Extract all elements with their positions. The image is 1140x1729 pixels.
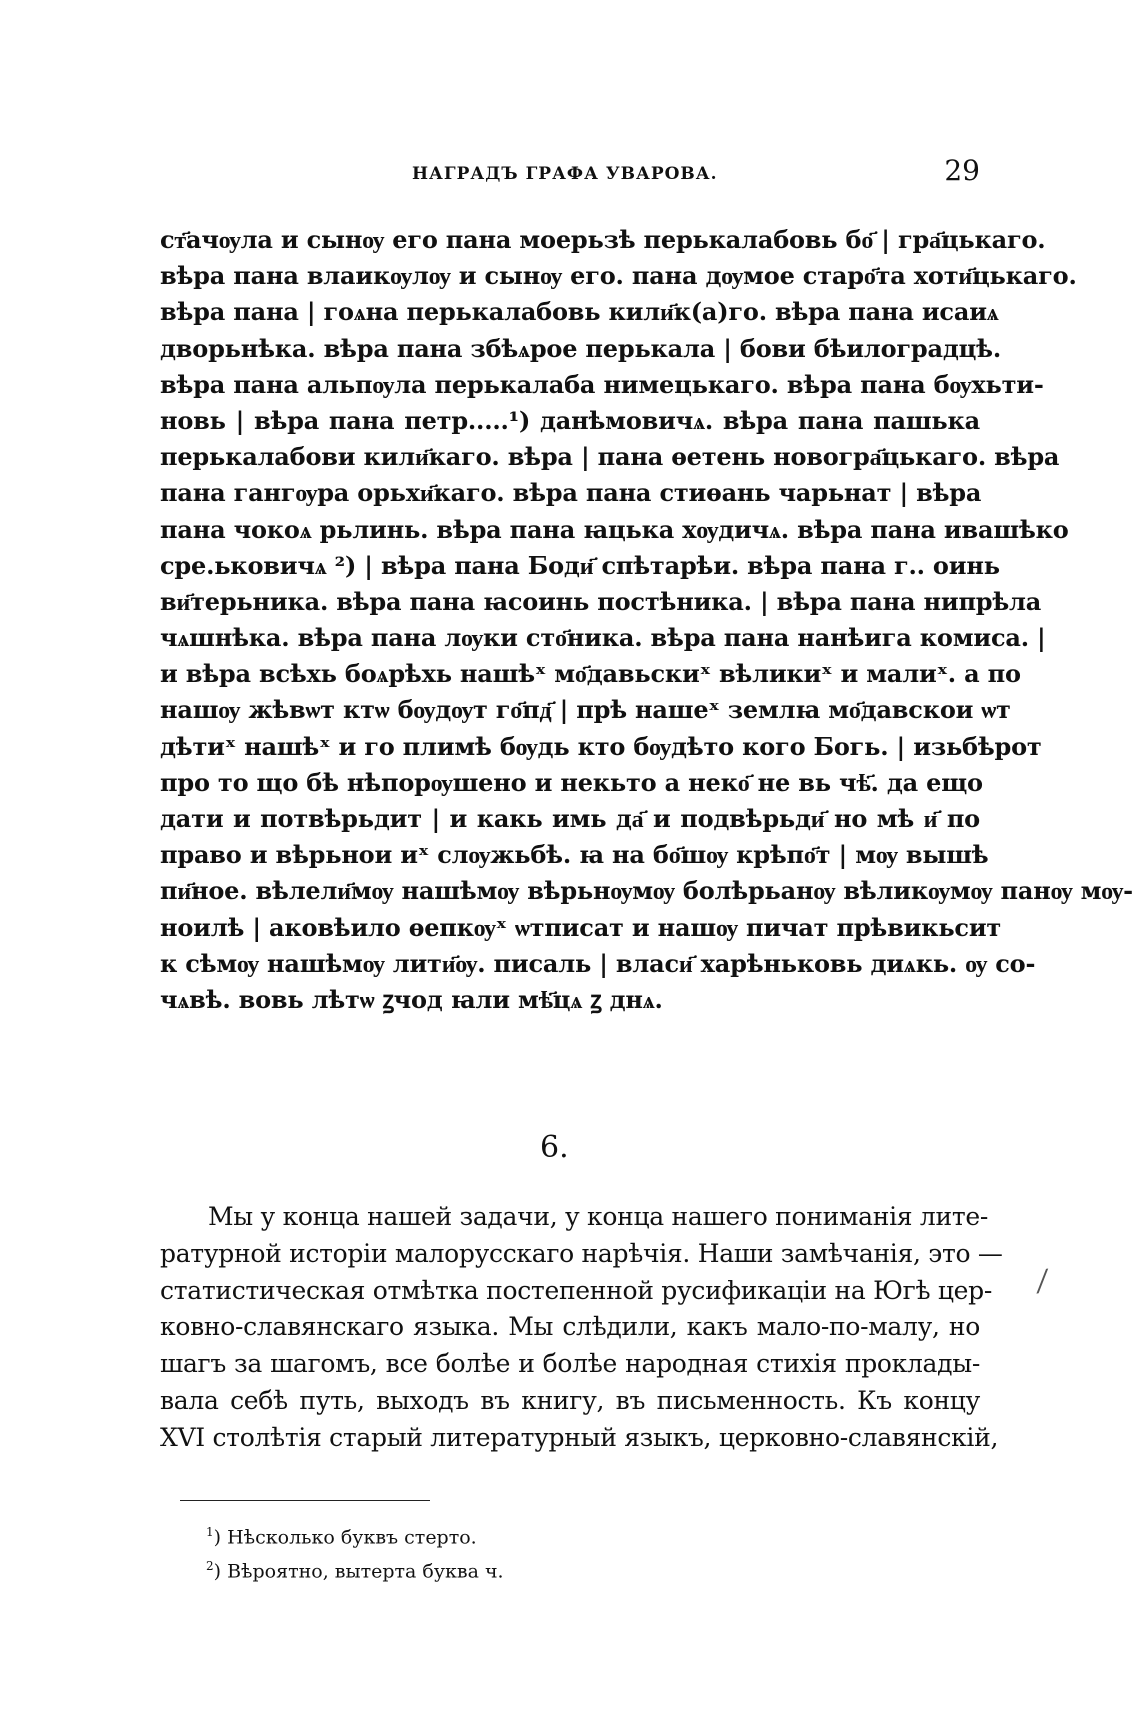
charter-line: вѣра пана влаикѹлѹ и сынѹ его. пана дѹмое старо҃та хоти҃цькаго.	[160, 261, 1077, 291]
charter-line: и вѣра всѣхь боѧрѣхь нашѣˣ мо҃давьскиˣ вѣликиˣ и малиˣ. а по	[160, 659, 1021, 689]
body-paragraph	[160, 1198, 1003, 1456]
charter-line: дворьнѣка. вѣра пана збѣѧрое перькала | бови бѣилоградцѣ.	[160, 333, 1001, 363]
paragraph-line: ковно-славянскаго языка. Мы слѣдили, какъ мало-по-малу, но	[160, 1312, 980, 1342]
charter-text	[160, 222, 1133, 1018]
paragraph-line: ратурной исторіи малорусскаго нарѣчія. Наши замѣчанія, это —	[160, 1238, 1003, 1268]
running-title: НАГРАДЪ ГРАФА УВАРОВА.	[412, 164, 718, 184]
charter-line: пи҃ное. вѣлели҃мѹ нашѣмѹ вѣрьнѹмѹ болѣрьанѹ вѣликѹмѹ панѹ мѹ-	[160, 876, 1133, 906]
section-number: 6.	[540, 1130, 569, 1165]
footnote-marker: 2	[206, 1559, 214, 1574]
footnote-2: $^2$) Вѣроятно, вытерта буква ч.	[206, 1559, 504, 1583]
footnotes	[206, 1518, 906, 1587]
page-number: 29	[944, 154, 980, 187]
paragraph-line: вала себѣ путь, выходъ въ книгу, въ письменность. Къ концу	[160, 1385, 980, 1415]
charter-line: к сѣмѹ нашѣмѹ лити҃ѹ. писаль | власи҃ харѣньковь диѧкь. ѹ со-	[160, 948, 1036, 978]
charter-line: ноилѣ | аковѣило ѳепкѹˣ ѡтписат и нашѹ пичат прѣвикьсит	[160, 912, 1002, 942]
page-header	[160, 150, 980, 190]
margin-pencil-mark: ⁄	[1036, 1264, 1049, 1301]
charter-line: пана гангѹра орьхи҃каго. вѣра пана стиѳань чарьнат | вѣра	[160, 478, 982, 508]
charter-line: ст҃ачѹла и сынѹ его пана моерьзѣ перькалабовь бо҃ | гра҃цькаго.	[160, 225, 1046, 254]
footnote-1: $^1$) Нѣсколько буквъ стерто.	[206, 1525, 477, 1549]
charter-line: чѧшнѣка. вѣра пана лѹки сто҃ника. вѣра пана нанѣига комиса. |	[160, 623, 1046, 653]
charter-line: про то що бѣ нѣпорѹшено и некьто а неко҃ не вь чѣ҃. да ещо	[160, 767, 983, 797]
charter-line: перькалабови кили҃каго. вѣра | пана ѳетень новогра҃цькаго. вѣра	[160, 442, 1060, 472]
paragraph-line: XVI столѣтія старый литературный языкъ, церковно-славянскій,	[160, 1422, 999, 1452]
charter-line: чѧвѣ. вовь лѣтѡ ꙁчод ꙗли мѣ҃цѧ ꙁ днѧ.	[160, 984, 663, 1014]
footnote-divider	[180, 1500, 430, 1501]
charter-line: право и вѣрьнои иˣ слѹжьбѣ. ꙗ на бо҃шѹ крѣпо҃т | мѹ вышѣ	[160, 840, 989, 870]
footnote-marker: 1	[206, 1525, 214, 1539]
paragraph-line: Мы у конца нашей задачи, у конца нашего пониманія лите-	[208, 1202, 989, 1231]
paragraph-line: статистическая отмѣтка постепенной русификаціи на Югѣ цер-	[160, 1275, 993, 1305]
paragraph-line: шагъ за шагомъ, все болѣе и болѣе народная стихія проклады-	[160, 1349, 980, 1379]
charter-line: ви҃терьника. вѣра пана ꙗсоинь постѣника. | вѣра пана нипрѣла	[160, 586, 1042, 616]
charter-line: дати и потвѣрьдит | и какь имь да҃ и подвѣрьди҃ но мѣ и҃ по	[160, 804, 980, 833]
footnote-text: Вѣроятно, вытерта буква ч.	[227, 1560, 504, 1583]
charter-line: нашѹ жѣвѡт ктѡ бѹдѹт го҃пд҃ | прѣ нашеˣ землꙗ мо҃давскои ѡт	[160, 695, 1011, 725]
charter-line: новь | вѣра пана петр.....¹) данѣмовичѧ. вѣра пана пашька	[160, 405, 980, 435]
charter-line: вѣра пана альпѹла перькалаба нимецькаго. вѣра пана бѹхьти-	[160, 369, 1044, 399]
charter-line: пана чокоѧ рьлинь. вѣра пана ꙗцька хѹдичѧ. вѣра пана ивашѣко	[160, 514, 1069, 544]
charter-line: вѣра пана | гоѧна перькалабовь кили҃к(а)го. вѣра пана исаиѧ	[160, 297, 999, 327]
charter-line: сре.ьковичѧ ²) | вѣра пана Боди҃ спѣтарѣи. вѣра пана г.. оинь	[160, 550, 1000, 580]
footnote-text: Нѣсколько буквъ стерто.	[227, 1526, 477, 1549]
charter-line: дѣтиˣ нашѣˣ и го плимѣ бѹдь кто бѹдѣто кого Богь. | изьбѣрот	[160, 731, 1042, 761]
